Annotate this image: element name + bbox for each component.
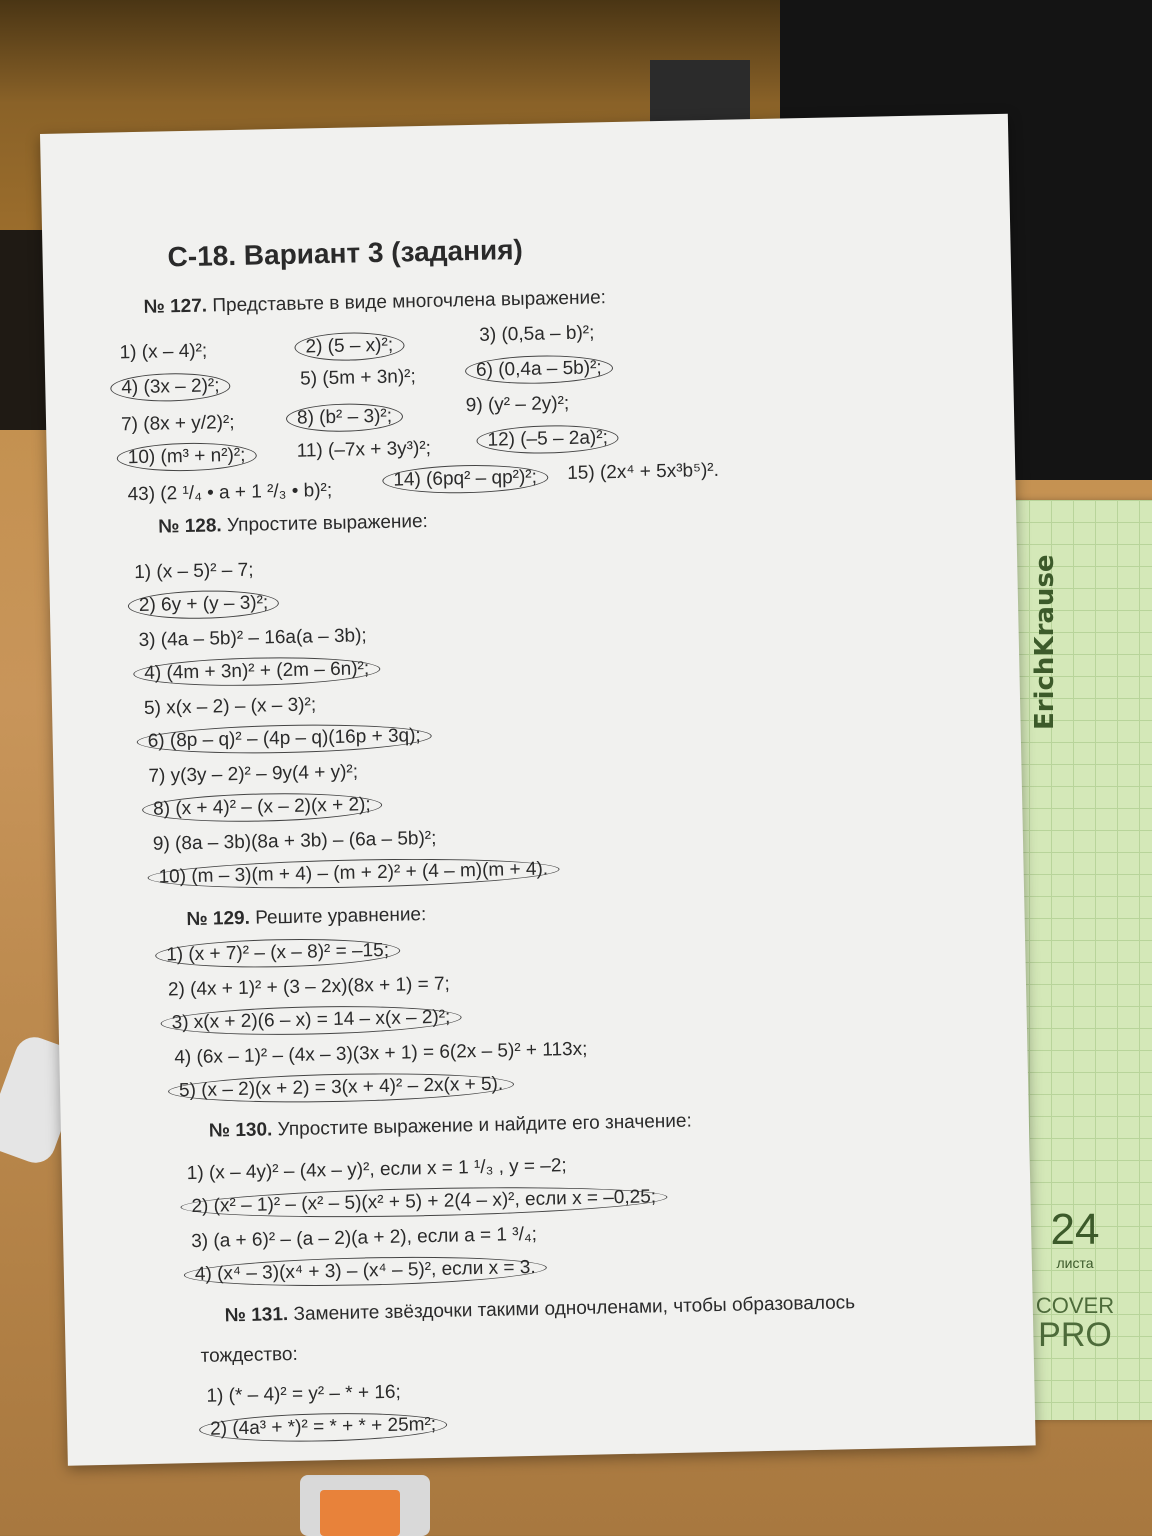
notebook-sheet-count: [1030, 1205, 1120, 1295]
p127-item-11: 11) (–7x + 3y³)²;: [296, 437, 432, 462]
worksheet-title: С-18. Вариант 3 (задания): [167, 233, 524, 273]
problem-130-heading: [209, 1111, 692, 1143]
p127-item-15: 15) (2x⁴ + 5x³b⁵)².: [567, 459, 720, 485]
p128-item-10: 10) (m – 3)(m + 4) – (m + 2)² + (4 – m)(m + 4).: [147, 855, 559, 892]
p127-item-10: 10) (m³ + n²)²;: [117, 442, 257, 473]
p131-item-2: 2) (4a³ + *)² = * + * + 25m²;: [199, 1411, 448, 1444]
p127-item-8: 8) (b² – 3)²;: [286, 402, 404, 432]
p128-item-1: 1) (x – 5)² – 7;: [133, 559, 254, 584]
p128-item-5: 5) x(x – 2) – (x – 3)²;: [143, 694, 317, 719]
problem-129-text: Решите уравнение:: [254, 904, 427, 929]
problem-128-heading: [158, 511, 428, 539]
notebook-count-label: листа: [1056, 1255, 1094, 1271]
p128-item-3: 3) (4a – 5b)² – 16a(a – 3b);: [138, 625, 367, 652]
worksheet-paper: [40, 114, 1036, 1466]
p129-item-4: 4) (6x – 1)² – (4x – 3)(3x + 1) = 6(2x – 5)² + 113x;: [174, 1038, 588, 1069]
problem-127-number: № 127.: [143, 295, 208, 318]
problem-131-heading: [225, 1292, 856, 1327]
p127-item-2: 2) (5 – x)²;: [294, 331, 404, 361]
problem-131-text: Замените звёздочки такими одночленами, чтобы образовалось: [293, 1292, 856, 1325]
problem-128-number: № 128.: [158, 515, 222, 538]
p128-item-4: 4) (4m + 3n)² + (2m – 6n)²;: [133, 655, 380, 688]
problem-129-heading: [186, 904, 426, 931]
p127-item-14: 14) (6pq² – qp²)²;: [382, 463, 548, 494]
p128-item-8: 8) (x + 4)² – (x – 2)(x + 2);: [142, 791, 382, 824]
p131-item-1: 1) (* – 4)² = y² – * + 16;: [206, 1381, 401, 1407]
p127-item-1: 1) (x – 4)²;: [119, 340, 208, 364]
orange-object: [320, 1490, 400, 1536]
p127-item-9: 9) (y² – 2y)²;: [465, 392, 570, 417]
problem-131-text-cont: тождество:: [200, 1343, 298, 1367]
notebook-logo: [1030, 1295, 1120, 1353]
p130-item-3: 3) (a + 6)² – (a – 2)(a + 2), если a = 1 ³/₄;: [191, 1223, 538, 1253]
p128-item-2: 2) 6y + (y – 3)²;: [128, 589, 280, 620]
p130-item-4: 4) (x⁴ – 3)(x⁴ + 3) – (x⁴ – 5)², если x = 3.: [184, 1254, 547, 1290]
notebook-count-number: 24: [1050, 1205, 1100, 1254]
problem-129-number: № 129.: [186, 907, 251, 931]
p127-item-12: 12) (–5 – 2a)²;: [476, 424, 619, 455]
problem-127-heading: [143, 287, 606, 319]
notebook-logo-line2: PRO: [1038, 1316, 1112, 1354]
p129-item-1: 1) (x + 7)² – (x – 8)² = –15;: [155, 937, 400, 970]
problem-127-text: Представьте в виде многочлена выражение:: [212, 287, 607, 317]
p128-item-7: 7) y(3y – 2)² – 9y(4 + y)²;: [148, 761, 359, 787]
p129-item-2: 2) (4x + 1)² + (3 – 2x)(8x + 1) = 7;: [167, 973, 451, 1001]
problem-128-text: Упростите выражение:: [226, 510, 429, 537]
p129-item-3: 3) x(x + 2)(6 – x) = 14 – x(x – 2)²;: [160, 1003, 461, 1037]
worksheet-content: [40, 114, 1036, 1466]
problem-130-text: Упростите выражение и найдите его значение:: [277, 1110, 692, 1141]
p127-item-4: 4) (3x – 2)²;: [110, 372, 231, 403]
p130-item-2: 2) (x² – 1)² – (x² – 5)(x² + 5) + 2(4 – x)², если x = –0,25;: [180, 1183, 667, 1221]
p127-item-6: 6) (0,4a – 5b)²;: [465, 354, 613, 385]
p130-item-1: 1) (x – 4y)² – (4x – y)², если x = 1 ¹/₃ , y = –2;: [186, 1155, 567, 1185]
p128-item-9: 9) (8a – 3b)(8a + 3b) – (6a – 5b)²;: [152, 827, 437, 855]
p127-item-7: 7) (8x + y/2)²;: [120, 411, 235, 436]
notebook-logo-line1: COVER: [1035, 1293, 1115, 1318]
p127-item-13: 43) (2 ¹/₄ • a + 1 ²/₃ • b)²;: [127, 479, 333, 506]
notebook-brand: ErichKrause: [1030, 554, 1060, 730]
problem-130-number: № 130.: [208, 1119, 273, 1142]
p127-item-5: 5) (5m + 3n)²;: [299, 366, 417, 390]
p128-item-6: 6) (8p – q)² – (4p – q)(16p + 3q);: [136, 722, 432, 756]
p129-item-5: 5) (x – 2)(x + 2) = 3(x + 4)² – 2x(x + 5).: [168, 1070, 515, 1105]
p127-item-3: 3) (0,5a – b)²;: [479, 322, 595, 346]
problem-131-number: № 131.: [224, 1304, 289, 1327]
